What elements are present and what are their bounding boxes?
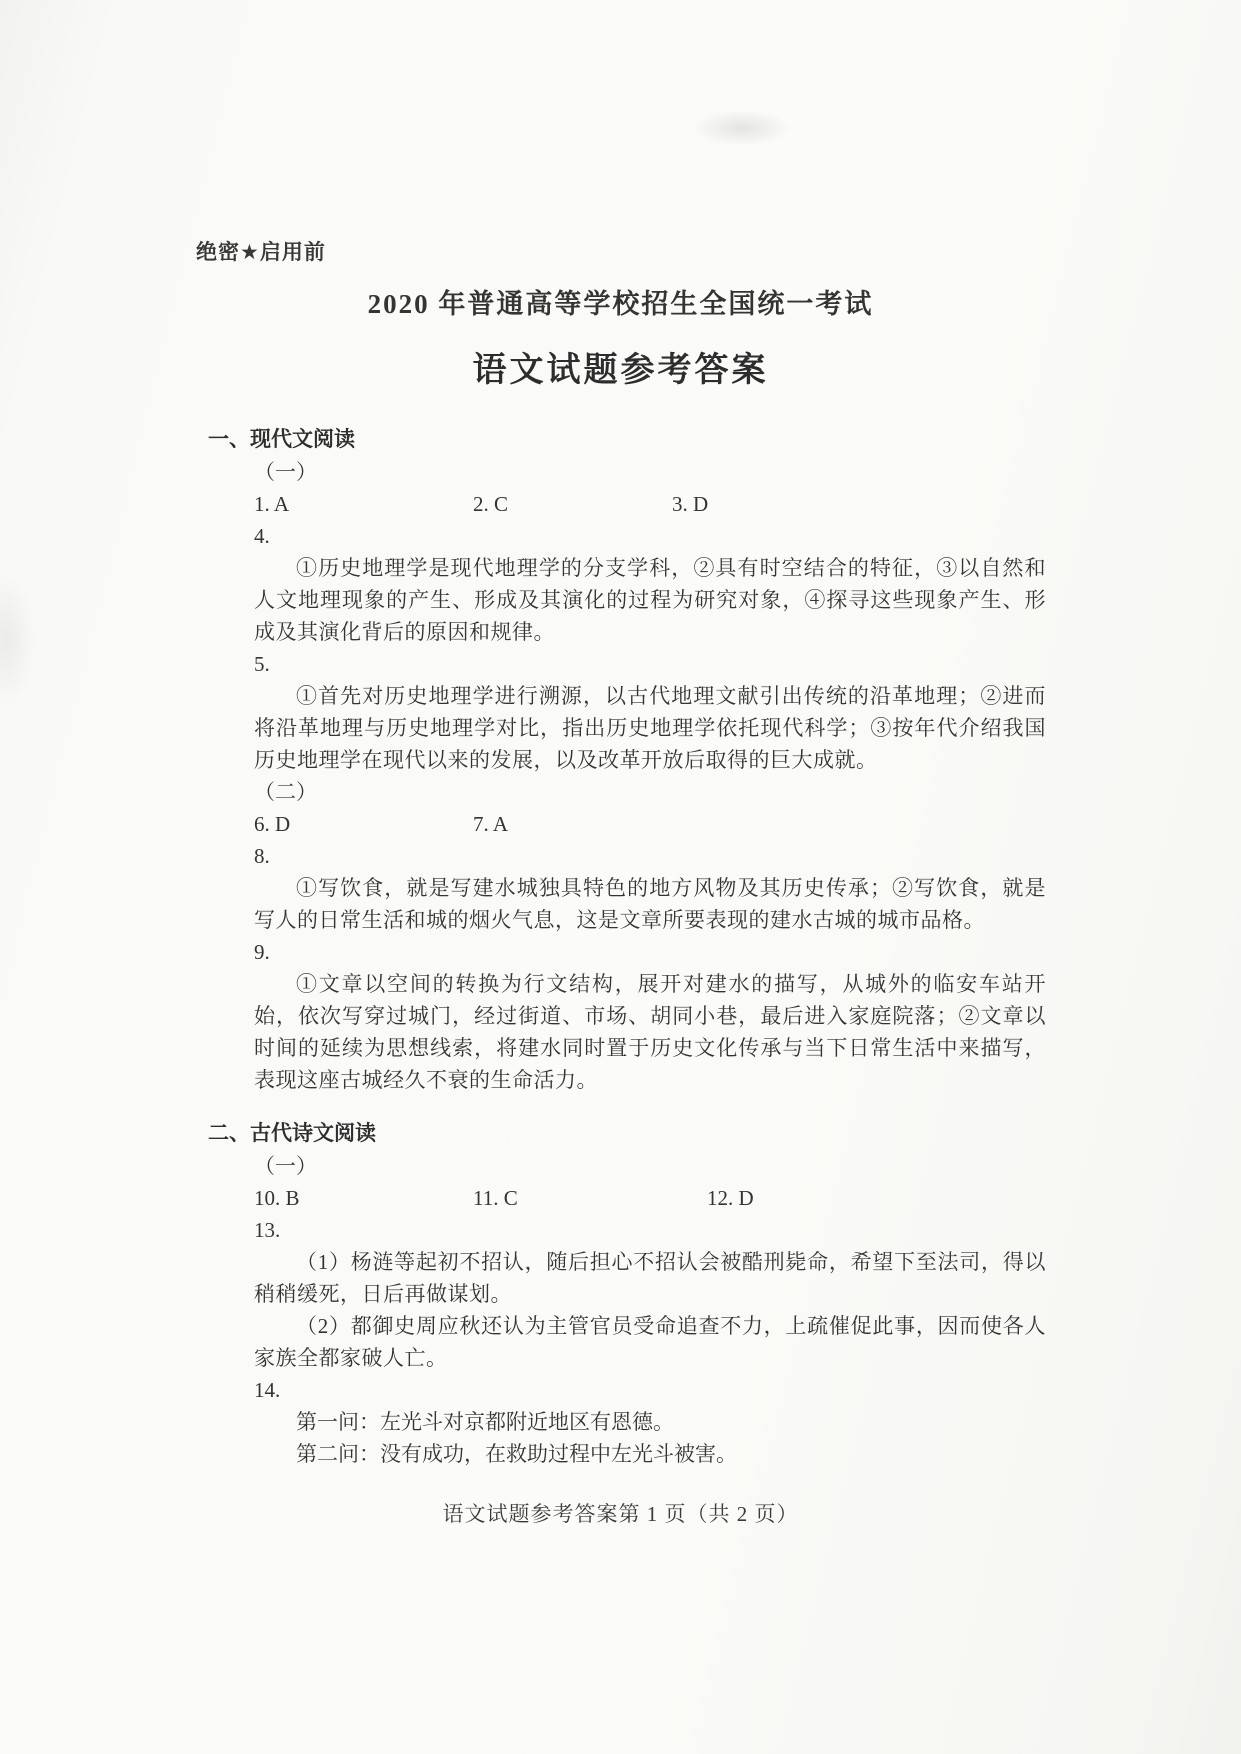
answer-paragraph-q13-2: （2）都御史周应秋还认为主管官员受命追查不力，上疏催促此事，因而使各人家族全都家破人亡。 [254,1314,1046,1370]
answer-line-q14-2: 第二问：没有成功，在救助过程中左光斗被害。 [296,1442,737,1466]
question-number-5: 5. [254,652,270,676]
answer-paragraph-q4: ①历史地理学是现代地理学的分支学科，②具有时空结合的特征，③以自然和人文地理现象的产生、形成及其演化的过程为研究对象，④探寻这些现象产生、形成及其演化背后的原因和规律。 [254,556,1046,644]
section-heading-modern-reading: 一、现代文阅读 [208,428,355,451]
section-heading-classical-reading: 二、古代诗文阅读 [208,1122,376,1145]
mc-answer-7: 7. A [473,812,509,836]
question-number-4: 4. [254,524,270,548]
answer-paragraph-q13-1: （1）杨涟等起初不招认，随后担心不招认会被酷刑毙命，希望下至法司，得以稍稍缓死，日后再做谋划。 [254,1250,1046,1306]
mc-answer-12: 12. D [707,1186,754,1210]
document-body [208,424,1046,1470]
answer-key-title: 语文试题参考答案 [472,351,769,389]
mc-answer-11: 11. C [473,1186,518,1210]
part-label: （一） [254,1154,317,1178]
page-footer: 语文试题参考答案第 1 页（共 2 页） [442,1502,799,1526]
exam-title: 2020 年普通高等学校招生全国统一考试 [367,289,874,319]
answer-paragraph-q5: ①首先对历史地理学进行溯源，以古代地理文献引出传统的沿革地理；②进而将沿革地理与历史地理学对比，指出历史地理学依托现代科学；③按年代介绍我国历史地理学在现代以来的发展，以及改革开放后取得的巨大成就。 [254,684,1046,772]
part-label: （二） [254,780,317,804]
mc-answer-row-1-3 [254,488,1046,520]
question-number-14: 14. [254,1378,281,1402]
question-number-9: 9. [254,940,270,964]
mc-answer-10: 10. B [254,1186,300,1210]
answer-paragraph-q9: ①文章以空间的转换为行文结构，展开对建水的描写，从城外的临安车站开始，依次写穿过城门，经过街道、市场、胡同小巷，最后进入家庭院落；②文章以时间的延续为思想线索，将建水同时置于历史文化传承与当下日常生活中来描写，表现这座古城经久不衰的生命活力。 [254,972,1046,1092]
mc-answer-2: 2. C [473,492,509,516]
part-label: （一） [254,460,317,484]
question-number-8: 8. [254,844,270,868]
mc-answer-1: 1. A [254,492,290,516]
mc-answer-6: 6. D [254,812,291,836]
answer-line-q14-1: 第一问：左光斗对京都附近地区有恩德。 [296,1410,674,1434]
question-number-13: 13. [254,1218,281,1242]
mc-answer-row-6-7 [254,808,1046,840]
mc-answer-3: 3. D [672,492,709,516]
classification-label: 绝密★启用前 [196,241,326,264]
mc-answer-row-10-12 [254,1182,1046,1214]
answer-paragraph-q8: ①写饮食，就是写建水城独具特色的地方风物及其历史传承；②写饮食，就是写人的日常生活和城的烟火气息，这是文章所要表现的建水古城的城市品格。 [254,876,1046,932]
